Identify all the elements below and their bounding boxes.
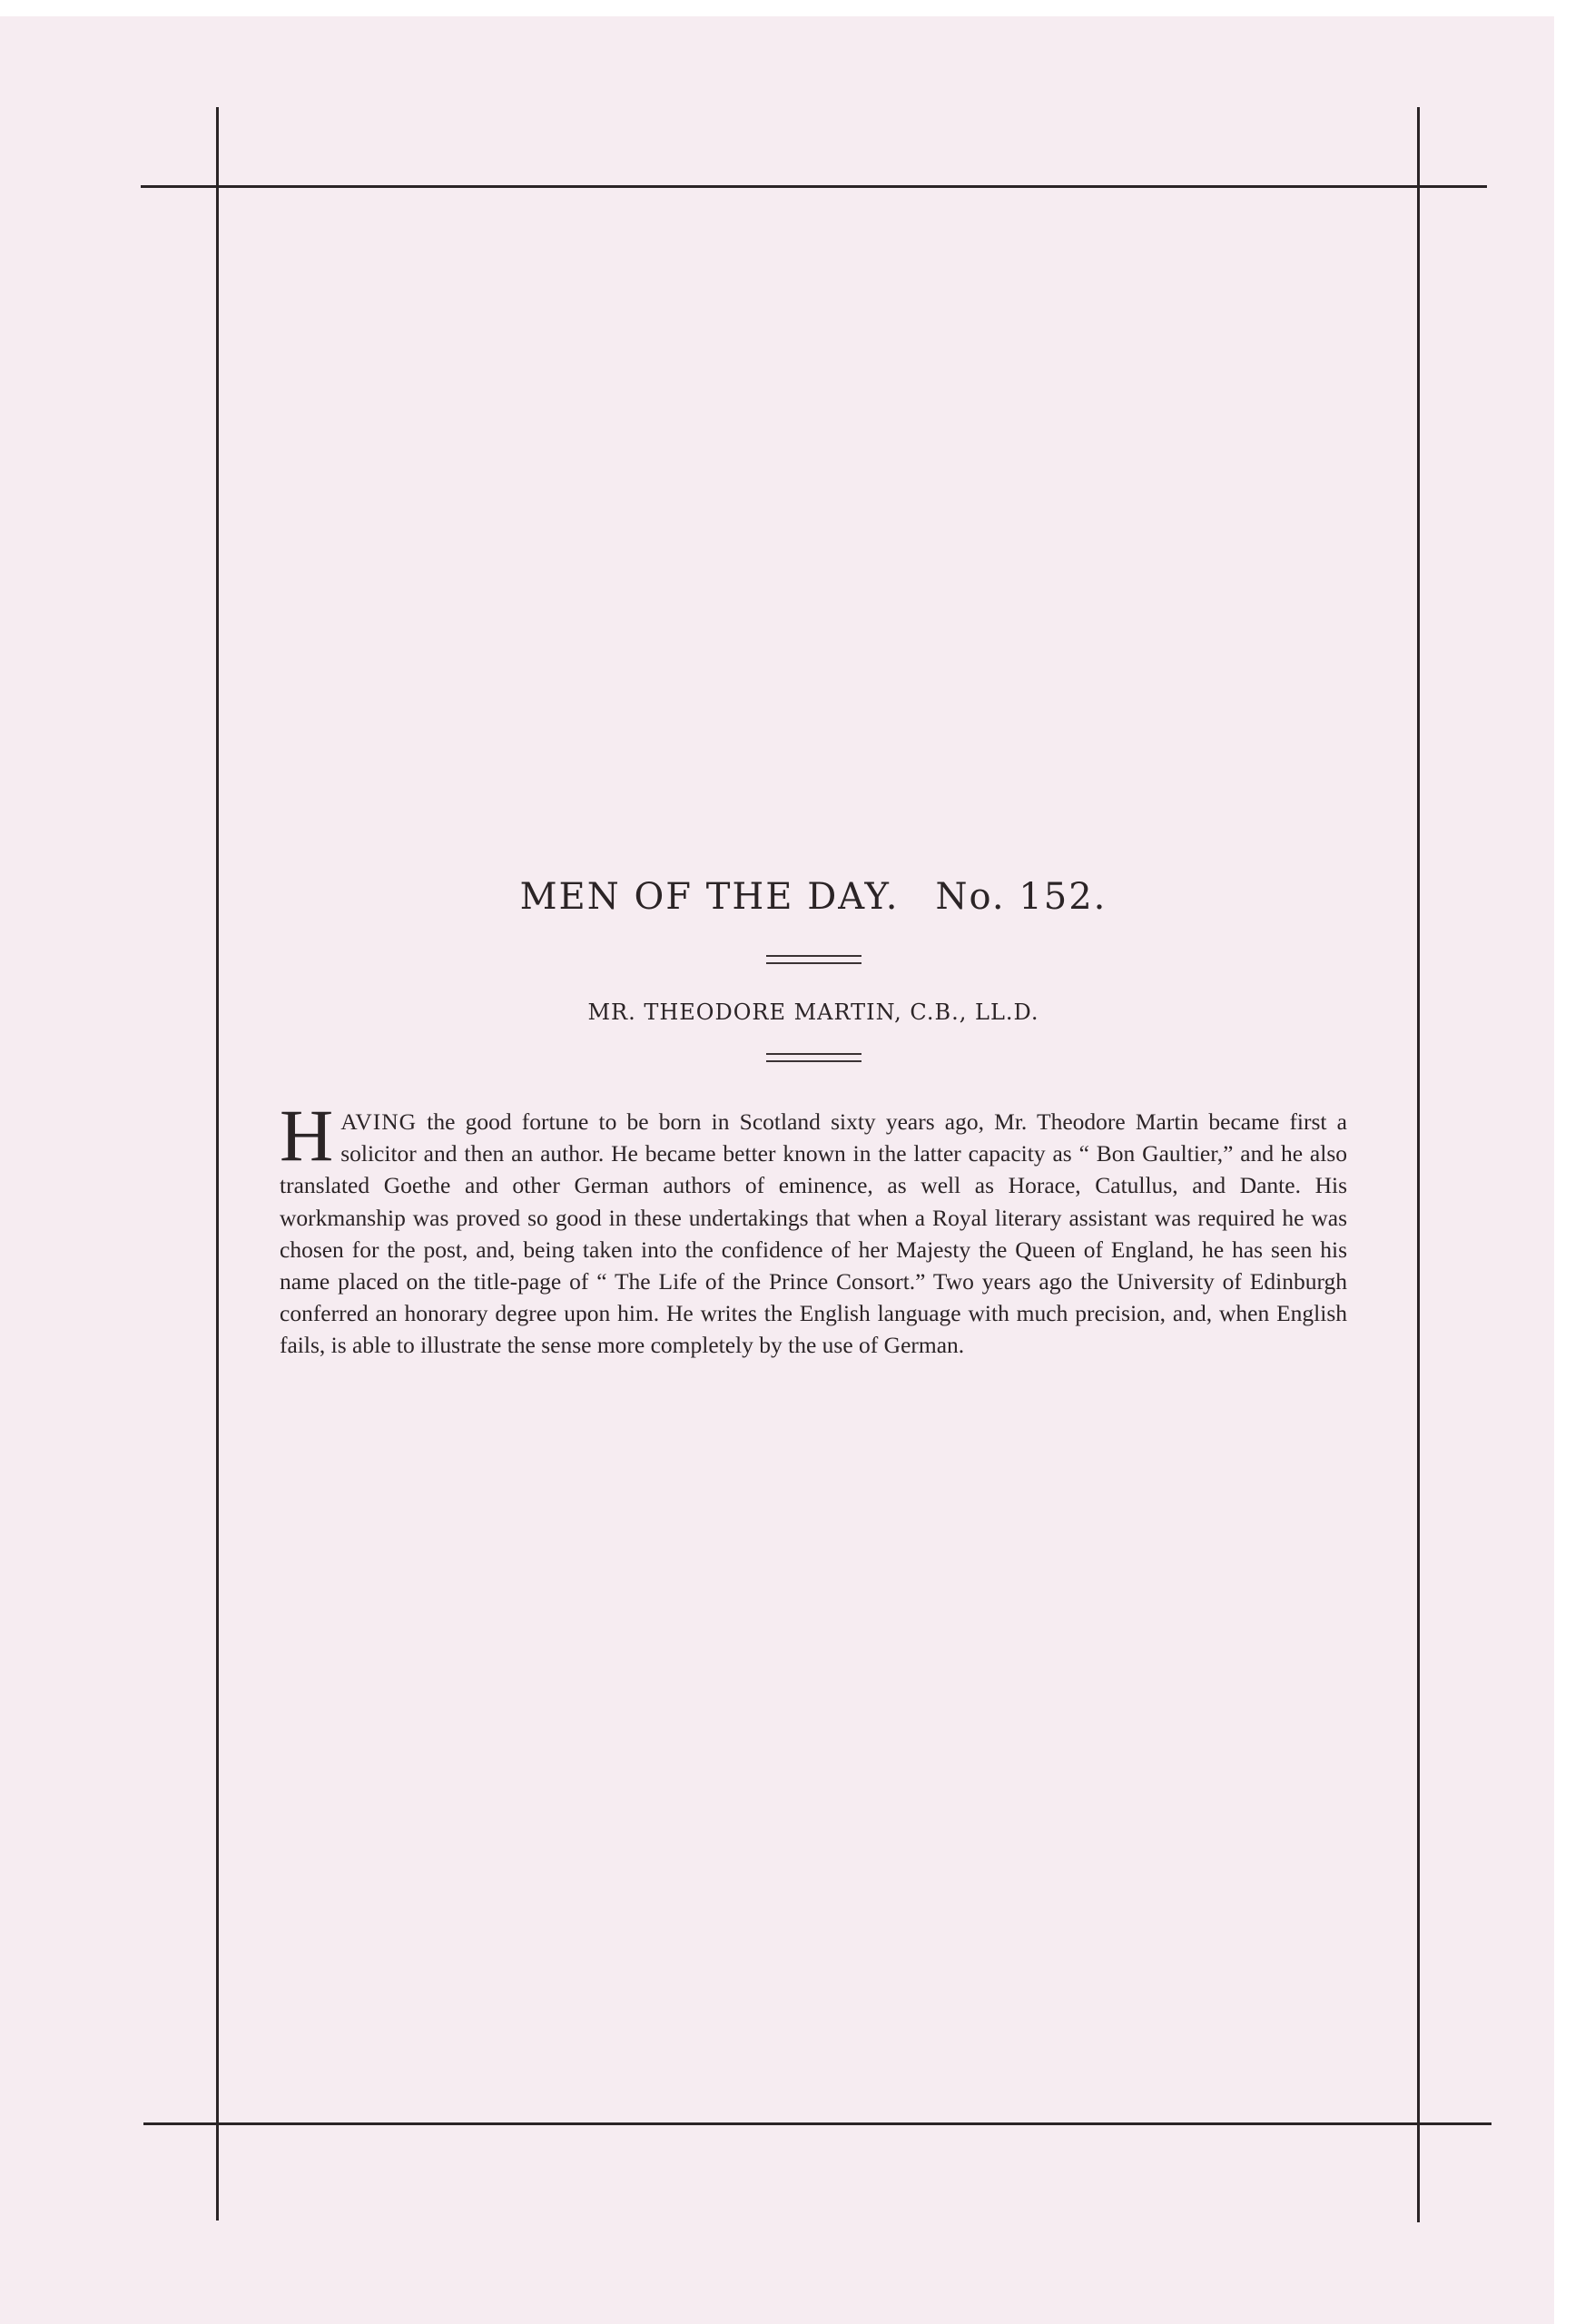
article — [280, 870, 1347, 1362]
subtitle-divider — [766, 1053, 861, 1062]
body-paragraph: the good fortune to be born in Scotland sixty years ago, Mr. Theodore Martin became first a solicitor and then an author. He became better known in the latter capacity as “ Bon Gaultier,” and he also translated Goethe and other German authors of eminence, as well as Horace, Catullus, and Dante. His workmanship was proved so good in these undertakings that when a Royal literary assistant was required he was chosen for the post, and, being taken into the confidence of her Majesty the Queen of England, he has seen his name placed on the title-page of “ The Life of the Prince Consort.” Two years ago the University of Edinburgh conferred an honorary degree upon him. He writes the English language with much precision, and, when English fails, is able to illustrate the sense more completely by the use of German. — [280, 1108, 1347, 1359]
border-right-rule — [1417, 107, 1420, 2222]
lead-word: AVING — [340, 1108, 418, 1135]
article-body — [280, 1094, 1347, 1362]
border-left-rule — [216, 107, 219, 2221]
border-bottom-rule — [143, 2122, 1491, 2125]
title-number: No. 152. — [935, 876, 1108, 918]
page-sheet — [0, 16, 1554, 2324]
article-subtitle: MR. THEODORE MARTIN, C.B., LL.D. — [587, 1000, 1039, 1025]
title-series: MEN OF THE DAY. — [519, 876, 900, 918]
title-divider — [766, 955, 861, 964]
page-title — [280, 870, 1347, 924]
border-top-rule — [141, 185, 1487, 188]
drop-cap: H — [280, 1094, 334, 1177]
